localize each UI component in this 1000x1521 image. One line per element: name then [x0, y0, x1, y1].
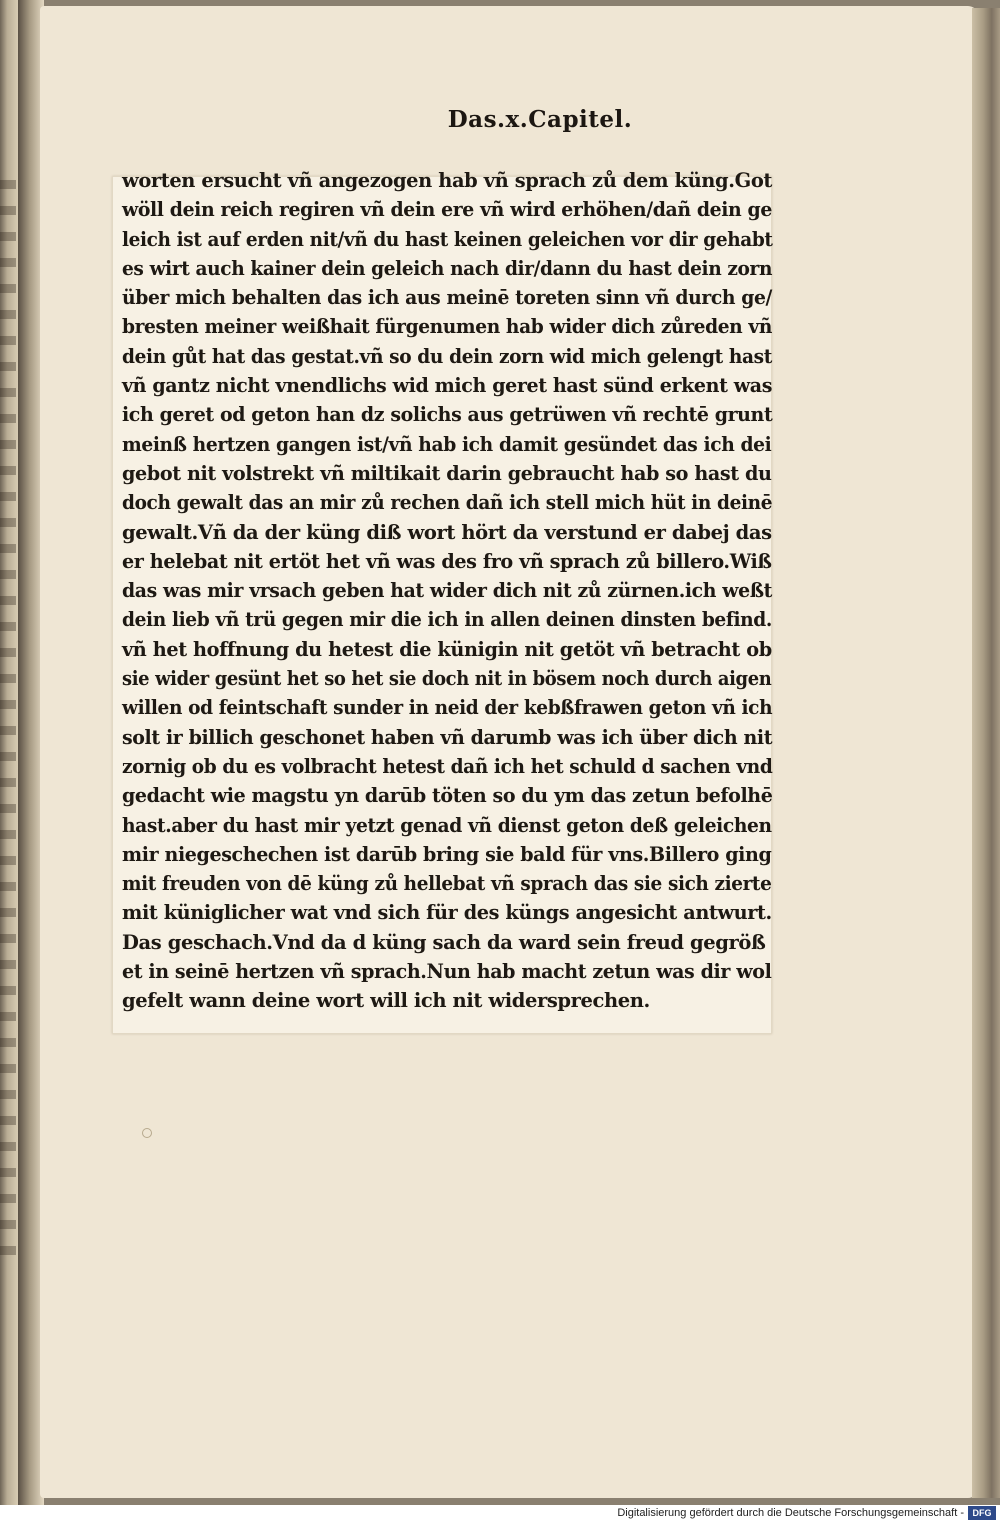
- text-line: mit küniglicher wat vnd sich für des küngs angesicht antwurt.: [122, 901, 772, 925]
- text-line: gebot nit volstrekt vñ miltikait darin gebraucht hab so hast du: [122, 461, 772, 485]
- text-line: hast.aber du hast mir yetzt genad vñ dienst geton deß geleichen: [122, 813, 772, 837]
- text-line: ich geret od geton han dz solichs aus getrüwen vñ rechtē grunt: [122, 403, 773, 427]
- text-line: vñ het hoffnung du hetest die künigin nit getöt vñ betracht ob: [122, 637, 772, 661]
- text-line: dein gůt hat das gestat.vñ so du dein zorn wid mich gelengt hast: [122, 344, 772, 368]
- dfg-logo[interactable]: DFG: [968, 1506, 996, 1520]
- chapter-heading: Das.x.Capitel.: [447, 106, 633, 133]
- text-line: vñ gantz nicht vnendlichs wid mich geret hast sünd erkent was: [122, 374, 773, 398]
- text-line: worten ersucht vñ angezogen hab vñ sprach zů dem küng.Got: [122, 169, 772, 192]
- text-line: sie wider gesünt het so het sie doch nit in bösem noch durch aigen: [122, 667, 772, 691]
- text-line: das was mir vrsach geben hat wider dich nit zů zürnen.ich weßt: [122, 579, 773, 603]
- text-line: leich ist auf erden nit/vñ du hast keinen geleichen vor dir gehabt: [122, 227, 773, 251]
- text-line: gewalt.Vñ da der küng diß wort hört da verstund er dabej das: [122, 520, 772, 544]
- text-line: gefelt wann deine wort will ich nit widersprechen.: [122, 989, 650, 1013]
- text-line: willen od feintschaft sunder in neid der kebßfrawen geton vñ ich: [122, 696, 773, 720]
- text-line: mit freuden von dē küng zů hellebat vñ sprach das sie sich zierte: [122, 872, 772, 896]
- paper-speck: [142, 1128, 152, 1138]
- text-line: gedacht wie magstu yn darūb töten so du ym das zetun befolhē: [122, 784, 773, 808]
- text-line: über mich behalten das ich aus meinē toreten sinn vñ durch ge/: [122, 286, 773, 310]
- text-line: dein lieb vñ trü gegen mir die ich in allen deinen dinsten befind.: [122, 608, 773, 632]
- text-line: wöll dein reich regiren vñ dein ere vñ wird erhöhen/dañ dein ge: [122, 198, 772, 222]
- text-line: Das geschach.Vnd da d küng sach da ward sein freud gegröß: [122, 930, 766, 954]
- text-line: er helebat nit ertöt het vñ was des fro vñ sprach zů billero.Wiß: [122, 549, 772, 573]
- text-line: es wirt auch kainer dein geleich nach dir/dann du hast dein zorn: [122, 256, 773, 280]
- text-line: et in seinē hertzen vñ sprach.Nun hab macht zetun was dir wol: [122, 960, 772, 984]
- text-line: meinß hertzen gangen ist/vñ hab ich damit gesündet das ich dei: [122, 432, 772, 456]
- text-line: zornig ob du es volbracht hetest dañ ich het schuld d sachen vnd: [122, 754, 773, 778]
- left-page-text-fragment: [0, 180, 16, 1260]
- text-line: doch gewalt das an mir zů rechen dañ ich stell mich hüt in deinē: [122, 491, 773, 515]
- body-text: [122, 166, 772, 1016]
- dfg-credit-text: Digitalisierung gefördert durch die Deutsche Forschungsgemeinschaft -: [617, 1507, 964, 1519]
- text-line: solt ir billich geschonet haben vñ darumb was ich über dich nit: [122, 725, 773, 749]
- text-line: bresten meiner weißhait fürgenumen hab wider dich zůreden vñ: [122, 315, 772, 339]
- footer-bar: [0, 1505, 1000, 1521]
- page-stack-edge: [972, 8, 1000, 1498]
- text-line: mir niegeschechen ist darūb bring sie bald für vns.Billero ging: [122, 842, 772, 866]
